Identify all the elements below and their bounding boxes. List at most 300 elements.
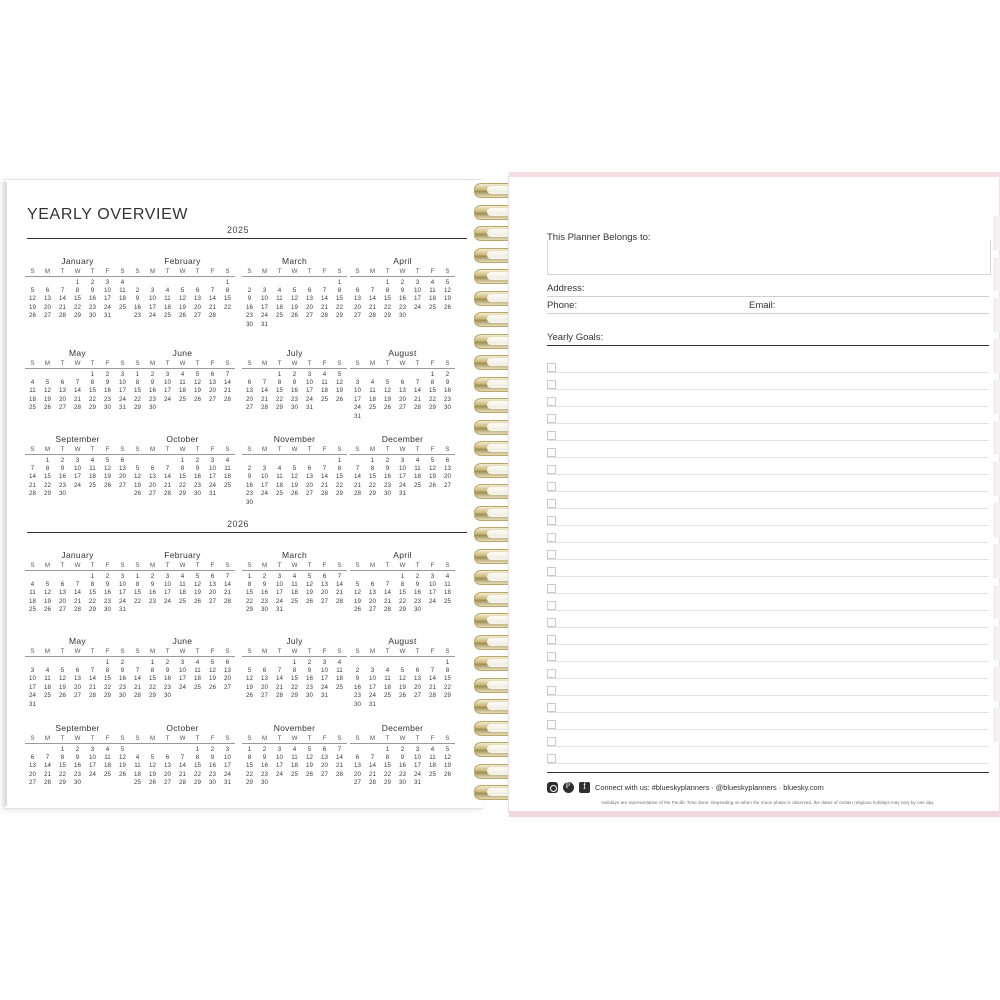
day-cell: 12 [384, 387, 391, 395]
day-cell: 17 [321, 675, 328, 683]
goal-line[interactable] [547, 474, 989, 475]
page-tab[interactable] [994, 503, 1000, 537]
phone-email-field[interactable] [547, 313, 989, 314]
day-cell: 20 [149, 481, 156, 489]
day-cell: 24 [306, 395, 313, 403]
day-cell: 22 [336, 481, 343, 489]
goal-line[interactable] [547, 372, 989, 373]
goal-checkbox[interactable] [547, 584, 556, 593]
day-cell: 16 [414, 589, 421, 597]
day-cell: 6 [400, 378, 405, 386]
month-calendar [130, 256, 235, 319]
day-cell: 22 [74, 303, 81, 311]
page-tab[interactable] [994, 216, 1000, 250]
year-divider [27, 238, 467, 239]
goal-line[interactable] [547, 525, 989, 526]
day-cell: 19 [444, 295, 451, 303]
month-name: February [164, 550, 201, 560]
page-tab[interactable] [994, 544, 1000, 578]
weekday-header: S M T W T F S [350, 735, 455, 744]
day-cell: 16 [399, 295, 406, 303]
day-cell: 26 [194, 597, 201, 605]
day-cell: 13 [29, 762, 36, 770]
day-cell: 5 [210, 658, 215, 666]
day-cell: 3 [120, 370, 125, 378]
day-cell: 7 [322, 464, 327, 472]
day-cell: 30 [306, 692, 313, 700]
page-tab[interactable] [994, 585, 1000, 619]
day-cell: 4 [105, 745, 110, 753]
day-cell: 11 [429, 753, 436, 761]
goal-checkbox[interactable] [547, 720, 556, 729]
day-cell: 10 [276, 753, 283, 761]
day-grid [350, 573, 455, 614]
goal-line[interactable] [547, 406, 989, 407]
day-cell: 2 [445, 370, 450, 378]
day-cell: 26 [44, 606, 51, 614]
goal-line[interactable] [547, 593, 989, 594]
day-cell: 13 [399, 387, 406, 395]
planner-spread [0, 175, 1000, 815]
day-cell: 17 [224, 762, 231, 770]
day-cell: 20 [399, 395, 406, 403]
day-cell: 14 [261, 387, 268, 395]
day-cell: 24 [119, 597, 126, 605]
page-tab[interactable] [994, 380, 1000, 414]
day-cell: 9 [105, 378, 110, 386]
goal-line[interactable] [547, 746, 989, 747]
goal-checkbox[interactable] [547, 754, 556, 763]
day-cell: 17 [89, 762, 96, 770]
day-cell: 28 [336, 770, 343, 778]
day-cell: 21 [224, 589, 231, 597]
day-cell: 18 [179, 387, 186, 395]
page-tab[interactable] [994, 626, 1000, 660]
day-cell: 23 [261, 770, 268, 778]
month-name: December [381, 434, 424, 444]
day-cell: 10 [74, 464, 81, 472]
day-cell: 12 [444, 286, 451, 294]
goal-checkbox[interactable] [547, 737, 556, 746]
day-cell: 4 [445, 572, 450, 580]
day-grid [242, 371, 347, 412]
day-cell: 18 [29, 395, 36, 403]
goal-line[interactable] [547, 389, 989, 390]
day-cell: 16 [194, 473, 201, 481]
day-cell: 14 [384, 589, 391, 597]
goal-line[interactable] [547, 695, 989, 696]
day-cell: 5 [150, 753, 155, 761]
day-cell: 26 [384, 404, 391, 412]
day-cell: 22 [89, 395, 96, 403]
day-cell: 4 [195, 658, 200, 666]
day-cell: 24 [104, 303, 111, 311]
day-cell: 26 [429, 481, 436, 489]
month-calendar [242, 550, 347, 613]
day-cell: 16 [134, 303, 141, 311]
day-cell: 24 [179, 683, 186, 691]
goal-checkbox[interactable] [547, 635, 556, 644]
day-cell: 25 [429, 770, 436, 778]
day-grid [25, 659, 130, 708]
day-cell: 9 [262, 580, 267, 588]
day-cell: 3 [277, 745, 282, 753]
goal-checkbox[interactable] [547, 618, 556, 627]
day-cell: 16 [104, 387, 111, 395]
day-cell: 22 [134, 597, 141, 605]
day-cell: 6 [307, 286, 312, 294]
day-cell: 1 [105, 658, 110, 666]
day-cell: 17 [261, 481, 268, 489]
day-cell: 10 [149, 295, 156, 303]
day-cell: 21 [209, 303, 216, 311]
day-grid [350, 457, 455, 498]
day-cell: 29 [369, 490, 376, 498]
goal-checkbox[interactable] [547, 397, 556, 406]
day-cell: 14 [354, 473, 361, 481]
day-cell: 7 [75, 378, 80, 386]
day-cell: 21 [59, 303, 66, 311]
day-cell: 13 [224, 666, 231, 674]
day-cell: 19 [384, 395, 391, 403]
day-cell: 11 [291, 580, 298, 588]
day-cell: 19 [429, 473, 436, 481]
day-cell: 6 [60, 580, 65, 588]
day-cell: 6 [415, 666, 420, 674]
day-cell: 5 [195, 370, 200, 378]
day-cell: 9 [445, 378, 450, 386]
day-cell: 1 [60, 745, 65, 753]
goal-checkbox[interactable] [547, 567, 556, 576]
day-cell: 18 [44, 683, 51, 691]
page-tab[interactable] [994, 339, 1000, 373]
day-cell: 22 [246, 770, 253, 778]
day-cell: 14 [369, 762, 376, 770]
weekday-header: S M T W T F S [130, 446, 235, 455]
day-cell: 5 [337, 370, 342, 378]
weekday-header: S M T W T F S [242, 360, 347, 369]
month-calendar [350, 434, 455, 497]
goal-checkbox[interactable] [547, 380, 556, 389]
day-cell: 5 [292, 464, 297, 472]
day-cell: 20 [44, 303, 51, 311]
day-cell: 21 [89, 683, 96, 691]
day-cell: 15 [399, 589, 406, 597]
day-grid [350, 659, 455, 708]
day-cell: 8 [135, 580, 140, 588]
page-tab[interactable] [994, 708, 1000, 742]
day-cell: 21 [336, 589, 343, 597]
day-cell: 7 [135, 666, 140, 674]
day-cell: 23 [246, 490, 253, 498]
goal-checkbox[interactable] [547, 550, 556, 559]
day-cell: 2 [120, 658, 125, 666]
day-cell: 2 [262, 572, 267, 580]
page-tab[interactable] [994, 421, 1000, 455]
day-cell: 4 [292, 572, 297, 580]
day-cell: 24 [224, 770, 231, 778]
day-cell: 12 [194, 378, 201, 386]
day-cell: 12 [119, 753, 126, 761]
goal-line[interactable] [547, 729, 989, 730]
day-cell: 26 [354, 606, 361, 614]
facebook-icon[interactable] [579, 782, 590, 793]
day-cell: 18 [179, 589, 186, 597]
day-cell: 14 [134, 675, 141, 683]
day-cell: 21 [261, 395, 268, 403]
day-grid [130, 573, 235, 605]
goal-checkbox[interactable] [547, 363, 556, 372]
day-cell: 17 [399, 473, 406, 481]
day-cell: 28 [44, 779, 51, 787]
day-cell: 31 [414, 779, 421, 787]
day-cell: 8 [60, 753, 65, 761]
day-cell: 2 [355, 666, 360, 674]
day-cell: 6 [322, 745, 327, 753]
day-cell: 14 [321, 295, 328, 303]
day-cell: 19 [354, 597, 361, 605]
goal-line[interactable] [547, 763, 989, 764]
day-cell: 30 [414, 606, 421, 614]
month-calendar [130, 723, 235, 786]
month-name: January [61, 256, 94, 266]
page-tab[interactable] [994, 257, 1000, 291]
goal-line[interactable] [547, 491, 989, 492]
goal-line[interactable] [547, 644, 989, 645]
day-cell: 24 [149, 312, 156, 320]
goal-checkbox[interactable] [547, 516, 556, 525]
page-tabs[interactable] [995, 216, 1000, 756]
day-cell: 3 [120, 572, 125, 580]
weekday-header: S M T W T F S [350, 360, 455, 369]
day-cell: 10 [164, 580, 171, 588]
month-name: April [393, 256, 412, 266]
day-cell: 7 [370, 753, 375, 761]
goal-checkbox[interactable] [547, 431, 556, 440]
day-cell: 15 [134, 589, 141, 597]
day-cell: 29 [399, 606, 406, 614]
day-cell: 28 [209, 312, 216, 320]
goal-checkbox[interactable] [547, 669, 556, 678]
month-calendar [25, 723, 130, 786]
right-page [508, 175, 1000, 813]
goal-line[interactable] [547, 712, 989, 713]
day-cell: 14 [89, 675, 96, 683]
day-cell: 7 [355, 464, 360, 472]
day-cell: 15 [59, 762, 66, 770]
day-cell: 5 [445, 278, 450, 286]
day-cell: 5 [60, 666, 65, 674]
day-cell: 3 [75, 456, 80, 464]
day-cell: 24 [164, 395, 171, 403]
day-cell: 13 [119, 464, 126, 472]
day-cell: 29 [104, 692, 111, 700]
day-cell: 25 [291, 770, 298, 778]
day-cell: 24 [74, 481, 81, 489]
goal-line[interactable] [547, 627, 989, 628]
day-cell: 27 [119, 481, 126, 489]
goal-checkbox[interactable] [547, 652, 556, 661]
month-calendar [242, 723, 347, 786]
day-cell: 27 [321, 597, 328, 605]
weekday-header: S M T W T F S [242, 446, 347, 455]
day-cell: 9 [415, 580, 420, 588]
day-cell: 18 [444, 589, 451, 597]
page-tab[interactable] [994, 462, 1000, 496]
day-cell: 4 [120, 278, 125, 286]
day-cell: 21 [384, 597, 391, 605]
day-cell: 26 [306, 597, 313, 605]
day-cell: 6 [307, 464, 312, 472]
goal-line[interactable] [547, 559, 989, 560]
goal-checkbox[interactable] [547, 686, 556, 695]
day-cell: 21 [369, 770, 376, 778]
day-cell: 30 [261, 606, 268, 614]
day-cell: 30 [246, 320, 253, 328]
day-cell: 14 [336, 753, 343, 761]
day-cell: 18 [194, 675, 201, 683]
day-cell: 30 [104, 606, 111, 614]
goal-checkbox[interactable] [547, 414, 556, 423]
day-cell: 12 [246, 675, 253, 683]
goal-line[interactable] [547, 457, 989, 458]
day-cell: 23 [119, 683, 126, 691]
day-cell: 12 [444, 753, 451, 761]
day-cell: 3 [165, 370, 170, 378]
day-cell: 3 [322, 658, 327, 666]
goal-line[interactable] [547, 423, 989, 424]
day-cell: 14 [224, 378, 231, 386]
day-cell: 1 [400, 572, 405, 580]
day-cell: 28 [179, 779, 186, 787]
goal-line[interactable] [547, 610, 989, 611]
day-grid [130, 371, 235, 412]
day-cell: 8 [90, 580, 95, 588]
goal-checkbox[interactable] [547, 533, 556, 542]
weekday-header: S M T W T F S [130, 562, 235, 571]
day-cell: 4 [337, 658, 342, 666]
day-cell: 15 [224, 295, 231, 303]
day-cell: 22 [179, 481, 186, 489]
goal-checkbox[interactable] [547, 601, 556, 610]
day-cell: 19 [306, 589, 313, 597]
day-cell: 4 [30, 580, 35, 588]
disclaimer-text: Holidays are representative of the Pacific Time Zone. Depending on when the moon phase is observed, the dates of certain religious holidays may vary by one day. [601, 800, 935, 805]
day-cell: 16 [164, 675, 171, 683]
pinterest-icon[interactable] [563, 782, 574, 793]
day-cell: 22 [149, 683, 156, 691]
day-grid [350, 371, 455, 420]
address-field[interactable] [547, 296, 989, 297]
day-cell: 2 [307, 658, 312, 666]
day-cell: 22 [276, 395, 283, 403]
goal-line[interactable] [547, 440, 989, 441]
day-cell: 16 [209, 762, 216, 770]
day-cell: 3 [165, 572, 170, 580]
day-cell: 13 [44, 295, 51, 303]
day-cell: 4 [385, 666, 390, 674]
day-cell: 17 [164, 387, 171, 395]
day-cell: 27 [224, 683, 231, 691]
day-cell: 4 [370, 378, 375, 386]
day-cell: 11 [119, 286, 126, 294]
day-cell: 15 [246, 762, 253, 770]
day-cell: 23 [414, 597, 421, 605]
goal-checkbox[interactable] [547, 703, 556, 712]
day-cell: 17 [276, 589, 283, 597]
day-cell: 24 [321, 683, 328, 691]
day-cell: 28 [224, 395, 231, 403]
day-cell: 10 [164, 378, 171, 386]
day-grid [25, 371, 130, 412]
day-cell: 17 [29, 683, 36, 691]
day-cell: 11 [179, 378, 186, 386]
day-cell: 16 [384, 473, 391, 481]
goal-line[interactable] [547, 661, 989, 662]
day-cell: 15 [336, 295, 343, 303]
day-cell: 10 [179, 666, 186, 674]
day-cell: 4 [292, 745, 297, 753]
goal-line[interactable] [547, 678, 989, 679]
page-tab[interactable] [994, 298, 1000, 332]
instagram-icon[interactable] [547, 782, 558, 793]
day-cell: 23 [291, 395, 298, 403]
goal-line[interactable] [547, 542, 989, 543]
month-calendar [25, 348, 130, 411]
goal-checkbox[interactable] [547, 499, 556, 508]
day-cell: 30 [149, 404, 156, 412]
day-cell: 8 [225, 286, 230, 294]
day-cell: 23 [444, 395, 451, 403]
day-cell: 6 [165, 753, 170, 761]
day-cell: 9 [385, 464, 390, 472]
goal-checkbox[interactable] [547, 448, 556, 457]
day-cell: 14 [414, 387, 421, 395]
day-cell: 25 [369, 404, 376, 412]
month-name: September [55, 434, 100, 444]
day-cell: 14 [321, 473, 328, 481]
day-cell: 25 [276, 490, 283, 498]
month-name: July [286, 636, 303, 646]
goal-line[interactable] [547, 508, 989, 509]
day-cell: 15 [336, 473, 343, 481]
weekday-header: S M T W T F S [130, 648, 235, 657]
day-cell: 8 [370, 464, 375, 472]
belongs-to-field[interactable] [547, 240, 991, 275]
day-cell: 23 [399, 303, 406, 311]
day-cell: 12 [134, 473, 141, 481]
page-tab[interactable] [994, 667, 1000, 701]
month-name: May [69, 348, 86, 358]
goal-line[interactable] [547, 576, 989, 577]
day-cell: 3 [262, 286, 267, 294]
day-cell: 26 [209, 683, 216, 691]
day-cell: 6 [247, 378, 252, 386]
goal-checkbox[interactable] [547, 482, 556, 491]
day-cell: 12 [179, 295, 186, 303]
day-cell: 2 [415, 572, 420, 580]
goal-checkbox[interactable] [547, 465, 556, 474]
day-grid [242, 279, 347, 328]
day-cell: 3 [415, 745, 420, 753]
day-cell: 23 [149, 597, 156, 605]
day-cell: 2 [60, 456, 65, 464]
day-cell: 26 [29, 312, 36, 320]
month-calendar [350, 256, 455, 319]
day-cell: 20 [59, 597, 66, 605]
day-cell: 9 [120, 666, 125, 674]
day-cell: 16 [306, 675, 313, 683]
